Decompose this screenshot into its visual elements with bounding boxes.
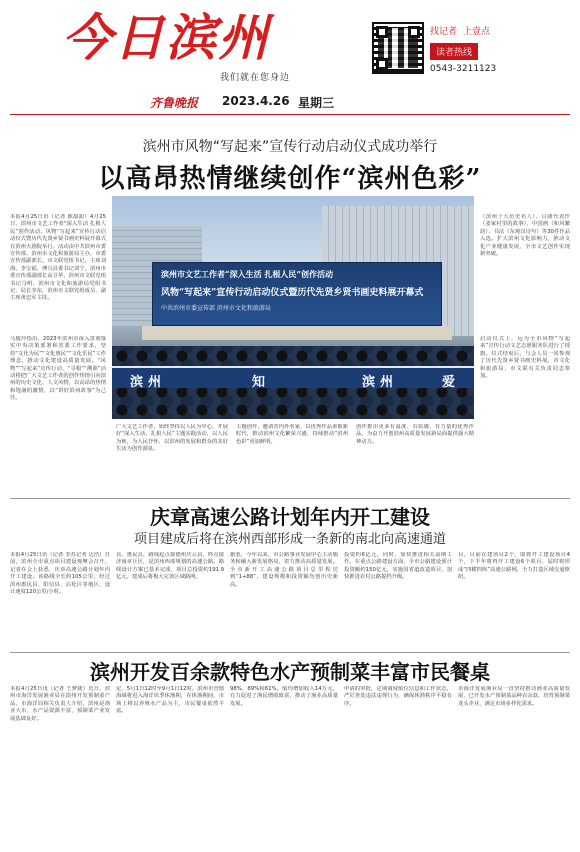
section3-column-3: 98%、89%和61%。船均增加收入14万元，有力促进了渔民增收致富，推动了渔业高质量发展。 [230,686,338,707]
section2-column-5: 目，目前在建项目2个，即将开工建设项目4个，下半年将再开工建设6个项目，届时将形成“四横四纵”高速公路网，全力打造区域交通枢纽。 [458,552,570,581]
section2-column-4: 投资约6亿元，同时，加快推进相关前期工作。在重点公路建设方面，全市公路建设预计投资额约150亿元，实施国省道改造项目，加快推进农村公路提档升级。 [344,552,452,581]
lead-column-1: 本报4月25日讯（记者 陈甜甜）4月25日，滨州市文艺工作者“深入生活 扎根人民”创作活动、风物“写起来”宣传行动启动仪式暨历代先贤乡贤书画史料展开幕式在滨州大剧院举行。活动由中共滨州市委宣传部、滨州市文化和旅游局主办，市委宣传部副部长、市文联党组书记、主席刘海、李宝福、博兴县委书记刘宁，滨州市委宣传部副部长高卫华，滨州市文联党组书记马明，滨州市文化和旅游局党组书记、局长李东，滨州市文联党组成员、副主席黄忠军主持。 [10,214,106,302]
lead-photo [112,196,474,419]
audience-sign [112,366,474,388]
sign-char-6: 爱 [442,375,456,390]
section3-column-1: 本报4月25日讯（记者 王梦婕）近日，滨州市海洋发展渔业局在滨州开发预制菜产品，市海洋局相关负责人介绍，滨州是渔业大市，水产品资源丰富，预制菜产业发展基础良好。 [10,686,110,722]
newspaper-slogan: 我们就在您身边 [220,73,291,83]
newspaper-title: 今日滨州 [62,9,270,67]
section2-column-2: 县、惠民县，路线起点接德州庆云县，终点接济南章丘区，是滨州西部规划的高速公路。路线设计方案已基本完成，项目总投资约191.9亿元。建成后将极大完善区域路网。 [116,552,224,581]
section3-column-5: 市海洋发展渔业局一直坚持推动渔业高质量发展，已开发水产预制菜品种百余款，培育预制菜龙头企业，满足市场多样化需求。 [458,686,570,707]
shangyidian-label: 上壹点 [463,27,491,37]
section2-column-3: 据悉，今年以来，市公路事业发展中心主动服务和融入新发展格局，着力推动高质量发展。全市新开工高速公路项目总里程达到“1+88”，建设规模和投资额均创历史新高。 [230,552,338,588]
issue-date: 2023.4.26 [222,94,290,108]
lead-headline: 以高昂热情继续创作“滨州色彩” [98,164,482,194]
lead-column-bottom-2: 主题创作，邀请省内外名家，以优秀作品讴歌新时代，推动滨州文化繁荣兴盛，持续推动“滨州色彩”更加鲜明。 [236,424,348,445]
reader-hotline-label: 读者热线 [430,43,478,60]
find-reporter-label: 找记者 [430,27,458,37]
sign-char-4: 滨 [362,375,376,390]
issue-weekday: 星期三 [298,96,335,110]
section2-column-1: 本报4月25日讯（记者 李苏记者 边浩）日前，滨州全市重点项目建设观摩会召开，记者在会上获悉，庆章高速公路计划年内开工建设。该路线全长约105公里，经过滨州惠民县、阳信县、沾化区等地区，设计速度120公里/小时。 [10,552,110,596]
sign-char-5: 州 [380,375,394,390]
contact-box [430,24,568,74]
lead-kicker: 滨州市风物“写起来”宣传行动启动仪式成功举行 [142,139,438,155]
masthead-divider [10,114,570,115]
section3-column-4: 申请的审批，定期调度船位信息和工作状态，严厉查处违法违规行为，确保休渔秩序平稳有序。 [344,686,452,707]
lead-column-bottom-1: 广大文艺工作者，始终坚持以人民为中心，开展好“深入生活，扎根人民”主题实践活动，以人民为师，为人民抒怀，以滨州的发展和群众的美好生活为创作源泉。 [116,424,228,453]
section2-headline: 庆章高速公路计划年内开工建设 [150,505,430,529]
section3-column-2: 定，5月1日12时至9月1日12时，滨州市管辖海域将进入海洋伏季休渔期，在休渔期间，市场上将以养殖水产品为主，市民餐桌依然丰富。 [116,686,224,715]
section-divider-1 [10,498,570,499]
section-divider-2 [10,652,570,653]
reader-hotline-number: 0543-3211123 [430,64,497,74]
lead-column-bottom-3: 创作推出更多有温度、有质感、有力量的优秀作品，为奋力开创滨州高质量发展新局面提供强大精神动力。 [356,424,474,445]
section2-subheadline: 项目建成后将在滨州西部形成一条新的南北向高速通道 [133,532,446,547]
section3-headline: 滨州开发百余款特色水产预制菜丰富市民餐桌 [90,660,490,684]
sign-char-3: 知 [252,375,266,390]
sign-char-1: 滨 [130,375,144,390]
brand-logo: 齐鲁晚报 [150,96,199,110]
lead-column-right-1: （滨州十大历史名人）、吕剧代表作（姜家村里的故事）、中国画（和风繁韵）、书法（东观汉诗句）等30件作品入选。扩大滨州文化影响力，推动文化产业健康发展，全市文艺创作实现新突破。 [480,214,570,258]
lead-column-right-2: 启动仪式上，远为全市风物“写起来”宣传行动文艺志愿服务队进行了授旗。仪式结束后，与会人员一同参观了历代先贤乡贤书画史料展，市文化和旅游局、市文联有关负责同志参加。 [480,336,570,380]
qr-code-icon [372,22,424,74]
lead-column-1b: 马俊玲指出，2023年滨州市深入贯彻落实中央决策部署和省委工作要求，坚持“文化为民”“文化惠民”“文化乐民”工作理念，推动文化建设高质量发展。“风物”“写起来”宣传行动、“寻根”“溯源”活动将把广大文艺工作者的创作热情引向滨州的历史文化、人文风物，以高昂的热情和饱满的激情，以“讲好滨州故事”为己任。 [10,336,106,402]
masthead [0,0,580,120]
sign-char-2: 州 [148,375,162,390]
banner-line-2: 风物“写起来”宣传行动启动仪式暨历代先贤乡贤书画史料展开幕式 [161,288,424,298]
banner-line-1: 滨州市文艺工作者“深入生活 扎根人民”创作活动 [161,269,333,279]
banner-line-3: 中共滨州市委宣传部 滨州市文化和旅游局 [161,305,271,312]
event-banner [152,262,442,326]
